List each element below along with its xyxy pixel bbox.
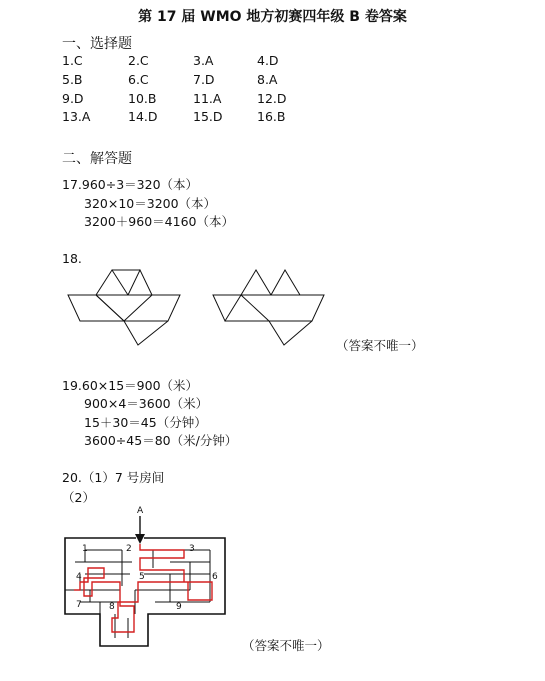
q17-line-1: 17.960÷3＝320（本） xyxy=(62,177,199,192)
maze-label-5: 5 xyxy=(139,572,145,582)
q19-line-3: 15＋30＝45（分钟） xyxy=(84,415,207,430)
q17-line-2: 320×10＝3200（本） xyxy=(84,196,217,211)
answer-4: 4.D xyxy=(257,53,279,68)
maze-label-4: 4 xyxy=(76,572,82,582)
maze-label-8: 8 xyxy=(109,602,115,612)
section-heading-choice: 一、选择题 xyxy=(62,36,132,52)
answer-11: 11.A xyxy=(193,91,222,106)
answer-14: 14.D xyxy=(128,109,158,124)
q18-figure-left xyxy=(68,270,180,345)
maze-label-6: 6 xyxy=(212,572,218,582)
answer-13: 13.A xyxy=(62,109,91,124)
q20-line-1: 20.（1）7 号房间 xyxy=(62,470,165,485)
maze-label-9: 9 xyxy=(176,602,182,612)
answer-12: 12.D xyxy=(257,91,287,106)
answer-10: 10.B xyxy=(128,91,157,106)
answer-15: 15.D xyxy=(193,109,223,124)
maze-label-7: 7 xyxy=(76,600,82,610)
section-heading-solutions: 二、解答题 xyxy=(62,151,132,167)
arrow-head-icon xyxy=(135,534,145,544)
answer-9: 9.D xyxy=(62,91,84,106)
solution-path xyxy=(74,544,212,632)
answer-1: 1.C xyxy=(62,53,83,68)
answer-5: 5.B xyxy=(62,72,83,87)
q19-line-1: 19.60×15＝900（米） xyxy=(62,378,199,393)
maze-label-1: 1 xyxy=(82,544,88,554)
maze-label-2: 2 xyxy=(126,544,132,554)
q20-line-2: （2） xyxy=(62,490,95,505)
q20-maze xyxy=(60,498,235,653)
q18-figure-right xyxy=(213,270,324,345)
answer-2: 2.C xyxy=(128,53,149,68)
q18-note: （答案不唯一） xyxy=(336,338,424,353)
answer-3: 3.A xyxy=(193,53,214,68)
q17-line-3: 3200＋960＝4160（本） xyxy=(84,214,234,229)
page-title: 第 17 届 WMO 地方初赛四年级 B 卷答案 xyxy=(138,9,407,25)
maze-outer-walls xyxy=(65,538,225,646)
q19-line-2: 900×4＝3600（米） xyxy=(84,396,209,411)
q18-figures xyxy=(60,262,350,352)
q20-note: （答案不唯一） xyxy=(242,638,330,653)
answer-7: 7.D xyxy=(193,72,215,87)
answer-6: 6.C xyxy=(128,72,149,87)
q19-line-4: 3600÷45＝80（米/分钟） xyxy=(84,433,238,448)
maze-label-A: A xyxy=(137,506,144,516)
q18-label: 18. xyxy=(62,251,82,266)
answer-8: 8.A xyxy=(257,72,278,87)
answer-16: 16.B xyxy=(257,109,286,124)
maze-label-3: 3 xyxy=(189,544,195,554)
